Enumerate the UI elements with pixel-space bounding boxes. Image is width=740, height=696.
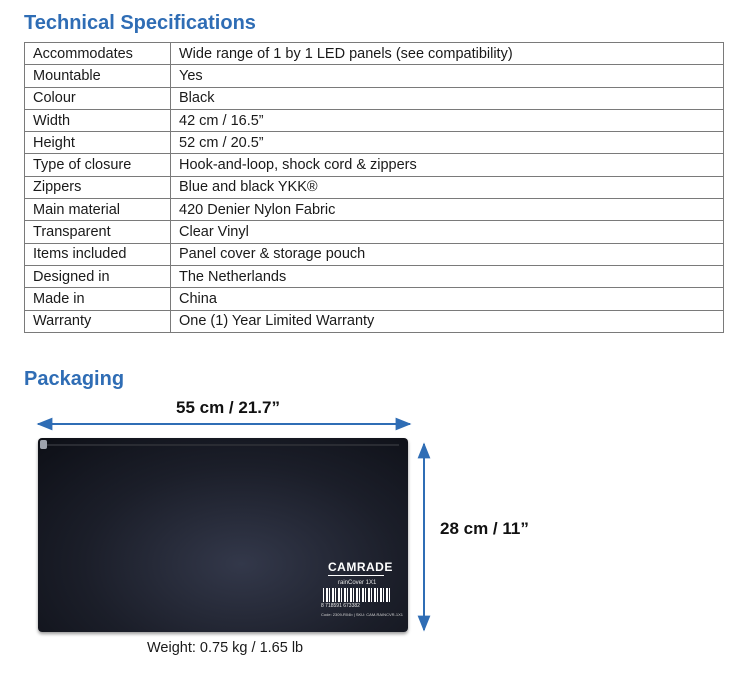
height-dimension-label: 28 cm / 11”: [440, 519, 529, 538]
spec-value: Wide range of 1 by 1 LED panels (see compatibility): [171, 43, 724, 65]
zipper: [44, 444, 399, 446]
packaging-title: Packaging: [24, 368, 125, 390]
spec-value: Clear Vinyl: [171, 221, 724, 243]
spec-value: 42 cm / 16.5”: [171, 109, 724, 131]
spec-label: Items included: [25, 243, 171, 265]
spec-value: Yes: [171, 65, 724, 87]
spec-label: Made in: [25, 288, 171, 310]
spec-label: Colour: [25, 87, 171, 109]
pouch-codes: Code: 2309-R04b | SKU: CAM-RAINCVR-1X1: [321, 612, 403, 617]
spec-label: Mountable: [25, 65, 171, 87]
spec-label: Transparent: [25, 221, 171, 243]
barcode-number: 8 718591 673382: [321, 603, 360, 609]
zipper-pull-icon: [40, 440, 47, 449]
barcode-icon: [323, 588, 391, 602]
storage-pouch-image: [38, 438, 408, 632]
spec-value: 420 Denier Nylon Fabric: [171, 199, 724, 221]
spec-value: The Netherlands: [171, 265, 724, 287]
spec-label: Accommodates: [25, 43, 171, 65]
spec-label: Designed in: [25, 265, 171, 287]
spec-value: Panel cover & storage pouch: [171, 243, 724, 265]
logo-underline: [328, 575, 384, 576]
spec-label: Width: [25, 109, 171, 131]
spec-label: Main material: [25, 199, 171, 221]
spec-value: Hook-and-loop, shock cord & zippers: [171, 154, 724, 176]
spec-value: One (1) Year Limited Warranty: [171, 310, 724, 332]
spec-value: Blue and black YKK®: [171, 176, 724, 198]
spec-value: 52 cm / 20.5”: [171, 132, 724, 154]
spec-label: Zippers: [25, 176, 171, 198]
weight-label: Weight: 0.75 kg / 1.65 lb: [147, 640, 304, 656]
spec-label: Height: [25, 132, 171, 154]
spec-label: Type of closure: [25, 154, 171, 176]
pouch-brand-logo: CAMRADE: [328, 560, 393, 574]
pouch-product-name: rainCover 1X1: [338, 580, 377, 586]
spec-value: Black: [171, 87, 724, 109]
width-dimension-label: 55 cm / 21.7”: [176, 398, 280, 417]
spec-value: China: [171, 288, 724, 310]
specs-title: Technical Specifications: [24, 12, 256, 34]
spec-label: Warranty: [25, 310, 171, 332]
